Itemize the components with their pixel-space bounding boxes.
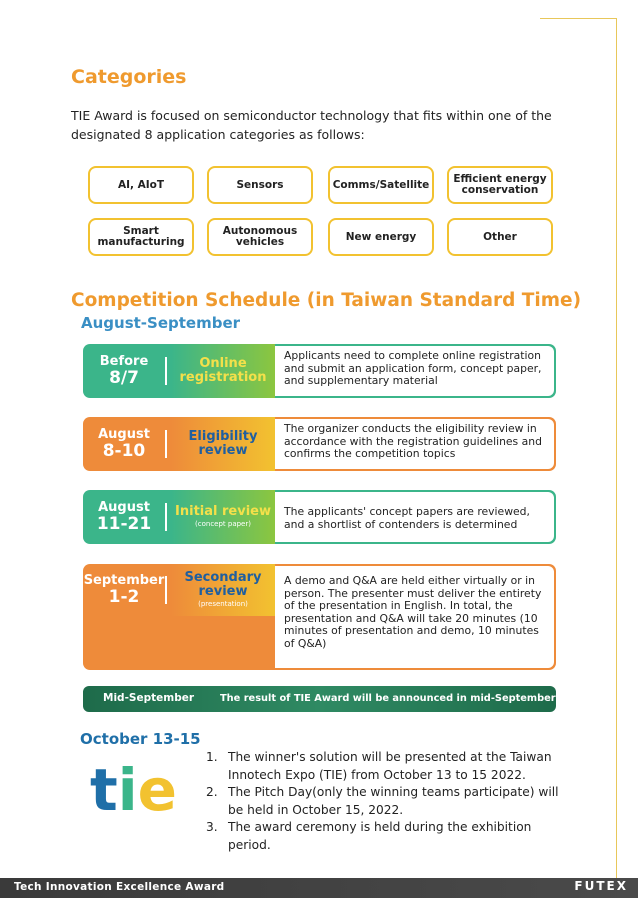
row-date-line1: August (98, 427, 150, 442)
row-date-line1: August (98, 500, 150, 515)
row-separator (165, 430, 167, 458)
row-description: The organizer conducts the eligibility review in accordance with the registration guidelines and confirms the competition topics (275, 419, 554, 469)
row-stage (171, 490, 275, 544)
footer-brand-logo: FUTEX (574, 879, 628, 893)
tie-logo (90, 760, 186, 822)
footer-title: Tech Innovation Excellence Award (14, 881, 225, 893)
list-item-text: The winner's solution will be presented at the Taiwan Innotech Expo (TIE) from October 13 to 15 2022. (228, 750, 552, 782)
category-efficient-energy: Efficient energy conservation (447, 166, 553, 204)
october-list (206, 749, 566, 854)
footer-bar (0, 878, 638, 898)
list-item-number: 1. (206, 750, 218, 764)
category-ai-aiot: AI, AIoT (88, 166, 194, 204)
categories-heading: Categories (71, 66, 187, 88)
list-item-text: The Pitch Day(only the winning teams participate) will be held in October 15, 2022. (228, 785, 559, 817)
row-date-line1: September (83, 573, 165, 588)
row-description: Applicants need to complete online registration and submit an application form, concept paper, and supplementary material (275, 346, 554, 396)
category-smart-manufacturing: Smart manufacturing (88, 218, 194, 256)
row-separator (165, 576, 167, 604)
row-stage (171, 417, 275, 471)
row-date-line1: Before (99, 354, 149, 369)
result-announcement-bar (83, 686, 556, 712)
row-date-line2: 8/7 (109, 368, 139, 388)
schedule-heading: Competition Schedule (in Taiwan Standard Time) (71, 290, 582, 311)
row-stage-label: Eligibility review (188, 429, 258, 458)
list-item (206, 819, 566, 854)
row-date (83, 564, 165, 616)
category-comms-satellite: Comms/Satellite (328, 166, 434, 204)
list-item-number: 3. (206, 820, 218, 834)
schedule-row (83, 490, 556, 544)
row-separator (165, 357, 167, 385)
october-heading: October 13-15 (80, 730, 201, 748)
category-sensors: Sensors (207, 166, 313, 204)
schedule-row (83, 417, 556, 471)
schedule-row (83, 564, 556, 670)
row-description: The applicants' concept papers are reviewed, and a shortlist of contenders is determined (275, 492, 554, 542)
row-date (83, 344, 165, 398)
list-item (206, 784, 566, 819)
schedule-row (83, 344, 556, 398)
row-date-line2: 8-10 (102, 441, 146, 461)
row-date-line2: 11-21 (96, 514, 152, 534)
row-description: A demo and Q&A are held either virtually or in person. The presenter must deliver the entirety of the presentation in English. In total, the presentation and Q&A will take 20 minutes (10 minutes of presentation and demo, 10 minutes of Q&A) (275, 566, 554, 668)
result-text: The result of TIE Award will be announced in mid-September (220, 693, 556, 704)
row-date-line2: 1-2 (108, 587, 140, 607)
category-autonomous-vehicles: Autonomous vehicles (207, 218, 313, 256)
frame-line-top (540, 18, 617, 19)
row-stage (171, 344, 275, 398)
list-item (206, 749, 566, 784)
row-separator (165, 503, 167, 531)
categories-intro: TIE Award is focused on semiconductor technology that fits within one of the designated 8 application categories as follows: (71, 108, 552, 142)
row-date (83, 417, 165, 471)
row-stage-note: (concept paper) (195, 520, 251, 528)
row-stage (171, 564, 275, 616)
row-stage-label: Initial review (175, 504, 271, 519)
row-stage-note: (presentation) (198, 600, 248, 608)
category-other: Other (447, 218, 553, 256)
category-new-energy: New energy (328, 218, 434, 256)
schedule-period: August-September (81, 314, 241, 332)
row-date (83, 490, 165, 544)
list-item-text: The award ceremony is held during the exhibition period. (228, 820, 532, 852)
list-item-number: 2. (206, 785, 218, 799)
row-stage-label: Online registration (179, 356, 267, 385)
frame-line-right (616, 18, 617, 878)
tie-logo-text: tie (90, 760, 177, 822)
row-stage-label: Secondary review (184, 570, 262, 599)
result-label: Mid-September (103, 692, 195, 704)
